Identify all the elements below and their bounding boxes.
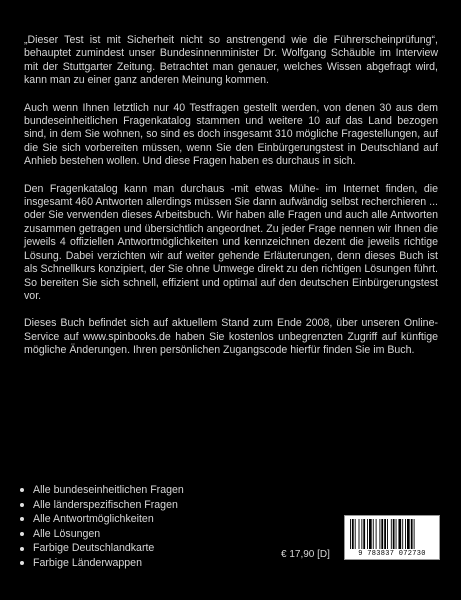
list-item: Alle Lösungen (18, 527, 184, 542)
barcode-bar (384, 519, 386, 549)
bullet-icon (20, 561, 24, 565)
bullet-icon (20, 532, 24, 536)
back-cover-text (24, 34, 438, 372)
barcode-bar (352, 519, 354, 549)
barcode-bar (373, 519, 374, 549)
bullet-icon (20, 488, 24, 492)
list-item: Farbige Länderwappen (18, 556, 184, 571)
barcode-bar (355, 519, 356, 549)
barcode-bar (379, 519, 380, 549)
barcode-bar (396, 519, 397, 549)
barcode-bar (367, 519, 368, 549)
paragraph-online-service: Dieses Buch befindet sich auf aktuellem Stand zum Ende 2008, über unseren Online-Service auf www.spinbooks.de haben Sie kostenlos unbegrenzten Zugriff auf künftige mögliche Änderungen. Ihren persönlichen Zugangscode hierfür finden Sie im Buch. (24, 317, 438, 357)
barcode-bar (387, 519, 388, 549)
bullet-icon (20, 503, 24, 507)
barcode-digits: 9 783837 072730 (358, 550, 426, 558)
barcode-bar (350, 519, 351, 549)
barcode-bar (407, 519, 410, 549)
barcode-icon (349, 519, 435, 549)
barcode-bar (398, 519, 401, 549)
barcode-bar (381, 519, 383, 549)
barcode-bar (411, 519, 413, 549)
barcode-bar (414, 519, 415, 549)
bullet-icon (20, 547, 24, 551)
barcode-bar (405, 519, 406, 549)
list-item: Alle Antwortmöglichkeiten (18, 512, 184, 527)
barcode-bar (393, 519, 395, 549)
paragraph-test-questions: Auch wenn Ihnen letztlich nur 40 Testfragen gestellt werden, von denen 30 aus dem bundeseinheitlichen Fragenkatalog stammen und weitere 10 auf das Land bezogen sind, in dem Sie wohnen, so sind es doch insgesamt 310 mögliche Fragestellungen, auf die Sie sich vorbereiten müssen, wenn Sie den Einbürgerungstest in Deutschland auf Anhieb bestehen wollen. Und diese Fragen haben es durchaus in sich. (24, 101, 438, 168)
barcode-bar (391, 519, 392, 549)
barcode-bar (361, 519, 362, 549)
paragraph-catalog: Den Fragenkatalog kann man durchaus -mit etwas Mühe- im Internet finden, die insgesamt 460 Antworten allerdings müssen Sie dann aufwändig selbst recherchieren ... oder Sie verwenden dieses Arbeitsbuch. Wir haben alle Fragen und auch alle Antworten zusammen getragen und übersichtlich angeordnet. Zu jeder Frage nennen wir Ihnen die jeweils 4 offiziellen Antwortmöglichkeiten und kennzeichnen dezent die jeweils richtige Lösung. Dabei verzichten wir auf weiter gehende Erläuterungen, denn dieses Buch ist als Schnellkurs konzipiert, der Sie ohne Umwege direkt zu den richtigen Lösungen führt. So bereiten Sie sich schnell, effizient und optimal auf den deutschen Einbürgerungstest vor. (24, 182, 438, 302)
isbn-barcode (344, 515, 440, 560)
list-item: Farbige Deutschlandkarte (18, 541, 184, 556)
barcode-bar (402, 519, 403, 549)
feature-list (18, 483, 184, 571)
barcode-bar (369, 519, 372, 549)
list-item: Alle bundeseinheitlichen Fragen (18, 483, 184, 498)
barcode-bar (376, 519, 377, 549)
price-label: € 17,90 [D] (281, 549, 330, 560)
bullet-icon (20, 517, 24, 521)
barcode-bar (363, 519, 365, 549)
list-item: Alle länderspezifischen Fragen (18, 498, 184, 513)
paragraph-intro-quote: „Dieser Test ist mit Sicherheit nicht so anstrengend wie die Führerscheinprüfung“, behauptet zumindest unser Bundesinnenminister Dr. Wolfgang Schäuble im Interview mit der Stuttgarter Zeitung. Betrachtet man genauer, welches Wissen abgefragt wird, kann man zu einer ganz anderen Meinung kommen. (24, 34, 438, 87)
barcode-bar (359, 519, 360, 549)
